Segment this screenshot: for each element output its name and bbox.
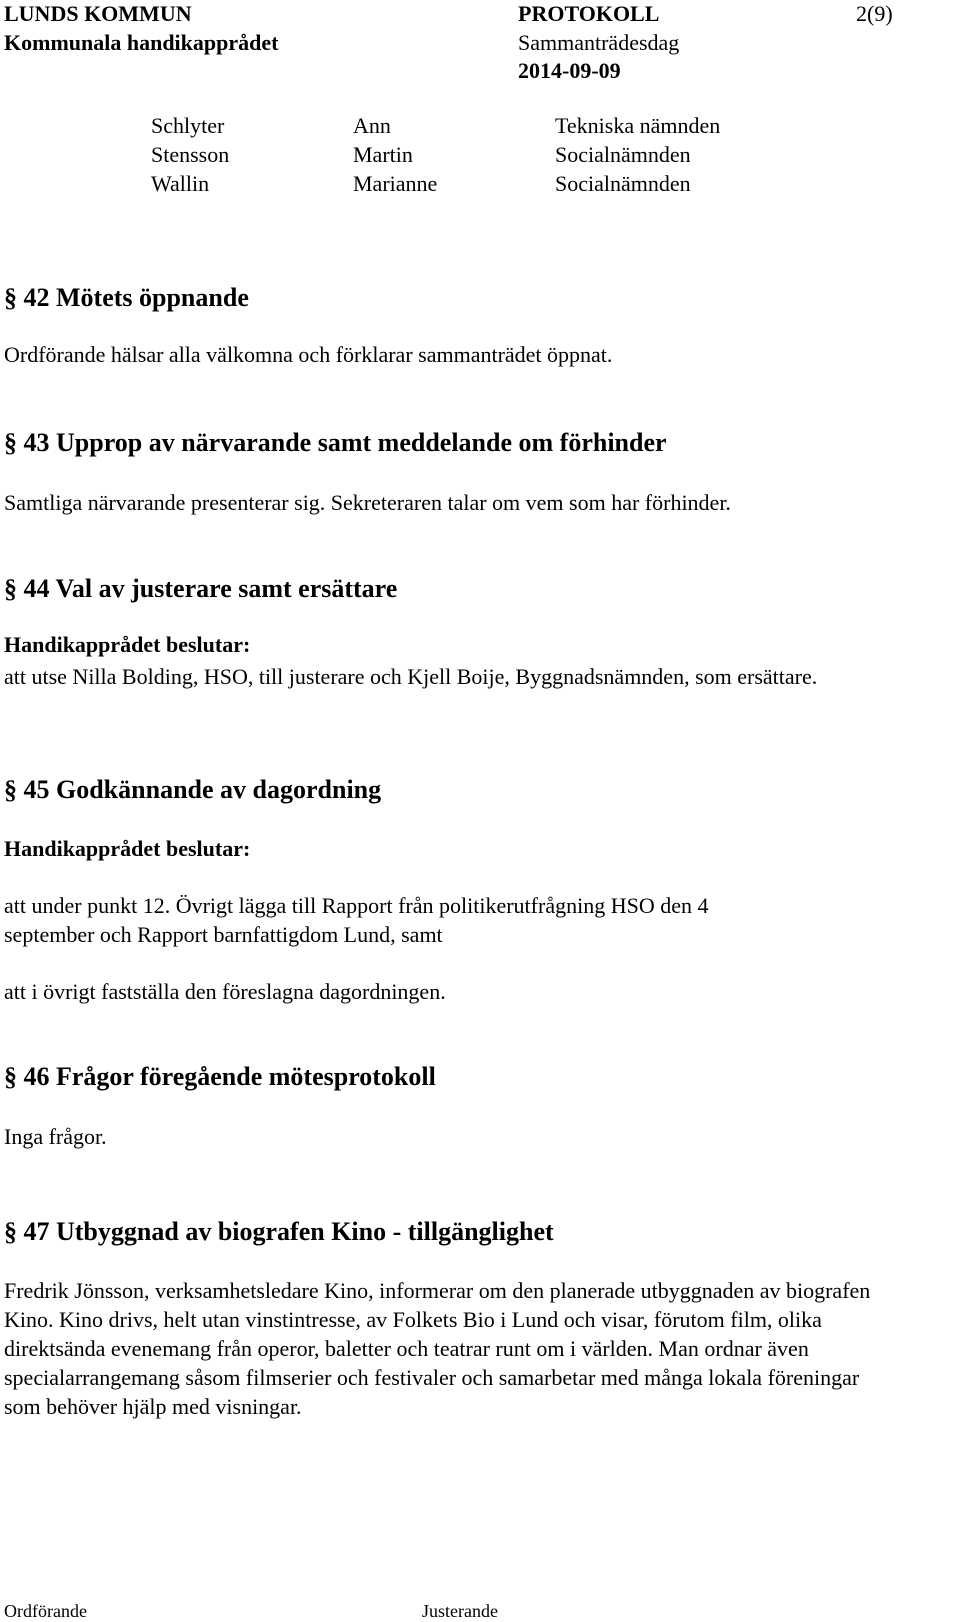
attendee-last-name: Schlyter — [151, 113, 225, 138]
committee-name: Kommunala handikapprådet — [4, 30, 279, 55]
section-symbol: § — [4, 574, 17, 603]
attendee-organization: Socialnämnden — [555, 171, 691, 196]
section-45-heading — [4, 775, 381, 805]
page-number: 2(9) — [856, 1, 893, 26]
meeting-date: 2014-09-09 — [518, 58, 621, 83]
section-title: 47 Utbyggnad av biografen Kino - tillgänglighet — [23, 1217, 554, 1246]
section-42-text: Ordförande hälsar alla välkomna och förklarar sammanträdet öppnat. — [4, 342, 613, 367]
section-46-heading — [4, 1062, 436, 1092]
section-42-heading — [4, 283, 249, 313]
section-title: 45 Godkännande av dagordning — [23, 775, 382, 804]
section-symbol: § — [4, 1062, 17, 1091]
attendee-last-name: Stensson — [151, 142, 230, 167]
section-symbol: § — [4, 283, 17, 312]
section-47-heading — [4, 1217, 554, 1247]
section-43-text: Samtliga närvarande presenterar sig. Sekreteraren talar om vem som har förhinder. — [4, 490, 731, 515]
attendee-first-name: Martin — [353, 142, 413, 167]
section-47-text: Fredrik Jönsson, verksamhetsledare Kino, informerar om den planerade utbyggnaden av biografen Kino. Kino drivs, helt utan vinstintresse, av Folkets Bio i Lund och visar, förutom film, olika direktsända evenemang från operor, baletter och teatrar runt om i världen. Man ordnar även specialarrangemang såsom filmserier och festivaler och samarbetar med många lokala föreningar som behöver hjälp med visningar. — [4, 1278, 871, 1419]
section-44-text: att utse Nilla Bolding, HSO, till justerare och Kjell Boije, Byggnadsnämnden, som ersättare. — [4, 664, 818, 689]
section-symbol: § — [4, 1217, 17, 1246]
org-name: LUNDS KOMMUN — [4, 1, 192, 26]
section-45-text-1: att under punkt 12. Övrigt lägga till Rapport från politikerutfrågning HSO den 4 september och Rapport barnfattigdom Lund, samt — [4, 893, 709, 947]
attendee-first-name: Marianne — [353, 171, 438, 196]
document-type: PROTOKOLL — [518, 1, 660, 26]
section-45-text-2: att i övrigt fastställa den föreslagna dagordningen. — [4, 979, 446, 1004]
section-symbol: § — [4, 428, 17, 457]
section-title: 46 Frågor föregående mötesprotokoll — [23, 1062, 436, 1091]
section-title: 44 Val av justerare samt ersättare — [23, 574, 398, 603]
attendee-first-name: Ann — [353, 113, 391, 138]
footer-chair-label: Ordförande — [4, 1601, 87, 1621]
attendee-organization: Socialnämnden — [555, 142, 691, 167]
section-title: 42 Mötets öppnande — [23, 283, 249, 312]
section-43-heading — [4, 428, 667, 458]
section-44-decision-label: Handikapprådet beslutar: — [4, 632, 251, 657]
section-symbol: § — [4, 775, 17, 804]
attendee-organization: Tekniska nämnden — [555, 113, 721, 138]
section-title: 43 Upprop av närvarande samt meddelande om förhinder — [23, 428, 667, 457]
meeting-type: Sammanträdesdag — [518, 30, 680, 55]
footer-adjuster-label: Justerande — [422, 1601, 498, 1621]
section-45-decision-label: Handikapprådet beslutar: — [4, 836, 251, 861]
section-46-text: Inga frågor. — [4, 1124, 107, 1149]
section-44-heading — [4, 574, 397, 604]
attendee-last-name: Wallin — [151, 171, 210, 196]
